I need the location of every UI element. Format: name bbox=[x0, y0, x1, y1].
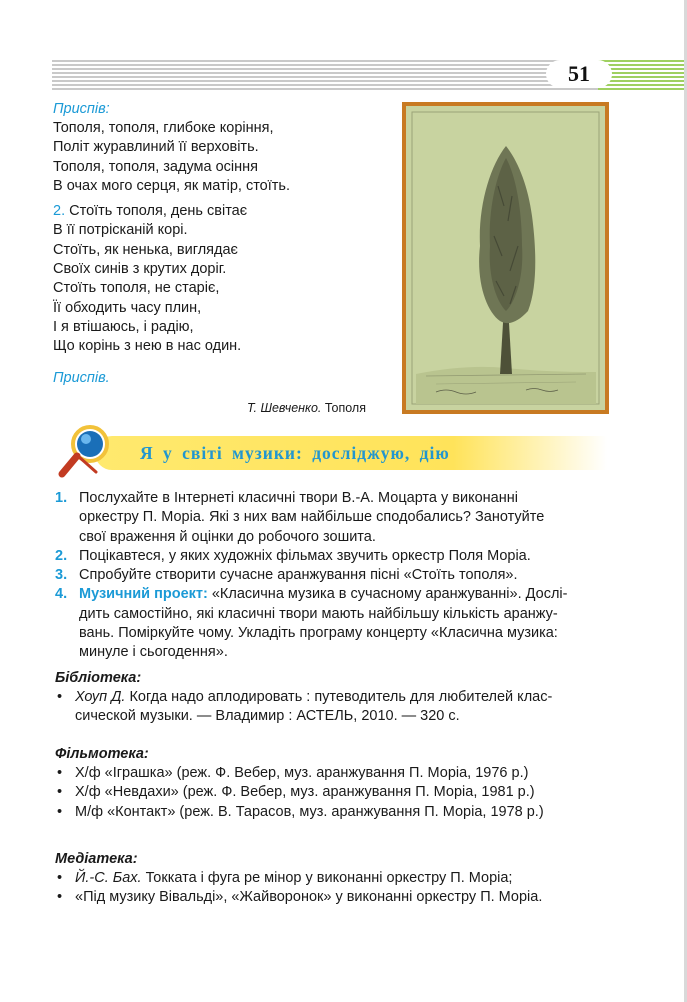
task-number: 2. bbox=[55, 547, 68, 564]
media-author: Й.-С. Бах. bbox=[75, 870, 142, 886]
project-label: Музичний проект: bbox=[79, 586, 208, 603]
lyric-line: Стоїть тополя, не старіє, bbox=[53, 280, 220, 297]
task-line bbox=[79, 585, 615, 604]
task-list bbox=[55, 489, 615, 663]
section-title: Я у світі музики: досліджую, дію bbox=[140, 443, 450, 463]
task-line: свої враження й оцінки до робочого зошита. bbox=[79, 528, 376, 545]
film-item: • М/ф «Контакт» (реж. В. Тарасов, муз. аранжування П. Моріа, 1978 р.) bbox=[57, 803, 544, 820]
lyric-line: В її потрісканій корі. bbox=[53, 222, 188, 239]
lyric-line: Її обходить часу плин, bbox=[53, 299, 202, 316]
chorus-label: Приспів: bbox=[53, 101, 110, 117]
task-text: «Класична музика в сучасному аранжуванні». Дослі- bbox=[207, 586, 568, 603]
library-title: Бібліотека: bbox=[55, 670, 142, 686]
painting-title: Тополя bbox=[324, 401, 366, 415]
film-text: Х/ф «Невдахи» (реж. Ф. Вебер, муз. аранжування П. Моріа, 1981 р.) bbox=[75, 784, 535, 801]
painting-caption bbox=[247, 401, 366, 415]
task-line: Спробуйте створити сучасне аранжування пісні «Стоїть тополя». bbox=[79, 567, 518, 584]
task-line: Послухайте в Інтернеті класичні твори В.-А. Моцарта у виконанні bbox=[79, 490, 518, 506]
song-lyrics bbox=[53, 100, 393, 388]
lyric-line: В очах мого серця, як матір, стоїть. bbox=[53, 177, 290, 194]
task-number: 1. bbox=[55, 490, 68, 506]
lyric-line: Стоїть, як ненька, виглядає bbox=[53, 241, 238, 258]
page-number-pill bbox=[546, 60, 612, 88]
library-section bbox=[55, 669, 625, 727]
library-item: • Хоуп Д. Когда надо аплодировать : путеводитель для любителей клас- сической музыки. — Владимир : АСТЕЛЬ, 2010. — 320 с. bbox=[55, 688, 625, 727]
lyric-line: Політ журавлиний її верховіть. bbox=[53, 139, 259, 156]
media-text: «Під музику Вівальді», «Жайворонок» у виконанні оркестру П. Моріа. bbox=[75, 889, 543, 906]
verse-2-first-line bbox=[53, 202, 393, 221]
lyric-text: Стоїть тополя, день світає bbox=[69, 203, 248, 220]
film-item: • Х/ф «Невдахи» (реж. Ф. Вебер, муз. аранжування П. Моріа, 1981 р.) bbox=[57, 784, 535, 801]
poplar-tree-image bbox=[406, 106, 605, 410]
mediateka-section bbox=[55, 850, 625, 908]
task-line: вань. Поміркуйте чому. Укладіть програму концерту «Класична музика: bbox=[79, 625, 558, 642]
painting-author: Т. Шевченко. bbox=[247, 401, 322, 415]
mediateka-title: Медіатека: bbox=[55, 851, 138, 867]
media-item: • «Під музику Вівальді», «Жайворонок» у виконанні оркестру П. Моріа. bbox=[57, 889, 543, 906]
film-item: • Х/ф «Іграшка» (реж. Ф. Вебер, муз. аранжування П. Моріа, 1976 р.) bbox=[57, 765, 529, 781]
task-line: Поцікавтеся, у яких художніх фільмах звучить оркестр Поля Моріа. bbox=[79, 547, 531, 564]
poplar-painting bbox=[406, 106, 605, 410]
task-item bbox=[55, 489, 615, 547]
lyric-line: Своїх синів з крутих доріг. bbox=[53, 261, 227, 278]
lyric-line: Що корінь з нею в нас один. bbox=[53, 338, 242, 355]
task-line: оркестру П. Моріа. Які з них вам найбільше сподобались? Занотуйте bbox=[79, 509, 545, 526]
book-author: Хоуп Д. bbox=[75, 689, 126, 705]
task-number: 3. bbox=[55, 567, 68, 584]
magnifier-icon bbox=[52, 420, 124, 492]
lyric-line: Тополя, тополя, задума осіння bbox=[53, 158, 258, 175]
media-text: Токката і фуга ре мінор у виконанні оркестру П. Моріа; bbox=[141, 870, 513, 886]
film-text: Х/ф «Іграшка» (реж. Ф. Вебер, муз. аранжування П. Моріа, 1976 р.) bbox=[75, 765, 529, 781]
media-item: • Й.-С. Бах. Токката і фуга ре мінор у виконанні оркестру П. Моріа; bbox=[57, 870, 513, 886]
book-text-cont: сической музыки. — Владимир : АСТЕЛЬ, 2010. — 320 с. bbox=[75, 708, 460, 725]
verse-number: 2. bbox=[53, 203, 66, 220]
task-line: дить самостійно, які класичні твори мають найбільшу кількість аранжу- bbox=[79, 605, 558, 622]
chorus-repeat-label: Приспів. bbox=[53, 369, 110, 386]
lyric-line: І я втішаюсь, і радію, bbox=[53, 318, 194, 335]
book-text: Когда надо аплодировать : путеводитель для любителей клас- bbox=[125, 689, 553, 705]
task-number: 4. bbox=[55, 586, 68, 603]
lyric-line: Тополя, тополя, глибоке коріння, bbox=[53, 120, 274, 136]
task-item bbox=[55, 585, 615, 662]
filmoteka-title: Фільмотека: bbox=[55, 746, 149, 762]
page-number: 51 bbox=[568, 61, 590, 86]
task-line: минуле і сьогодення». bbox=[79, 644, 228, 661]
filmoteka-section bbox=[55, 745, 625, 822]
task-item bbox=[55, 566, 615, 585]
film-text: М/ф «Контакт» (реж. В. Тарасов, муз. аранжування П. Моріа, 1978 р.) bbox=[75, 803, 544, 820]
painting-frame bbox=[402, 102, 609, 414]
task-item bbox=[55, 547, 615, 566]
